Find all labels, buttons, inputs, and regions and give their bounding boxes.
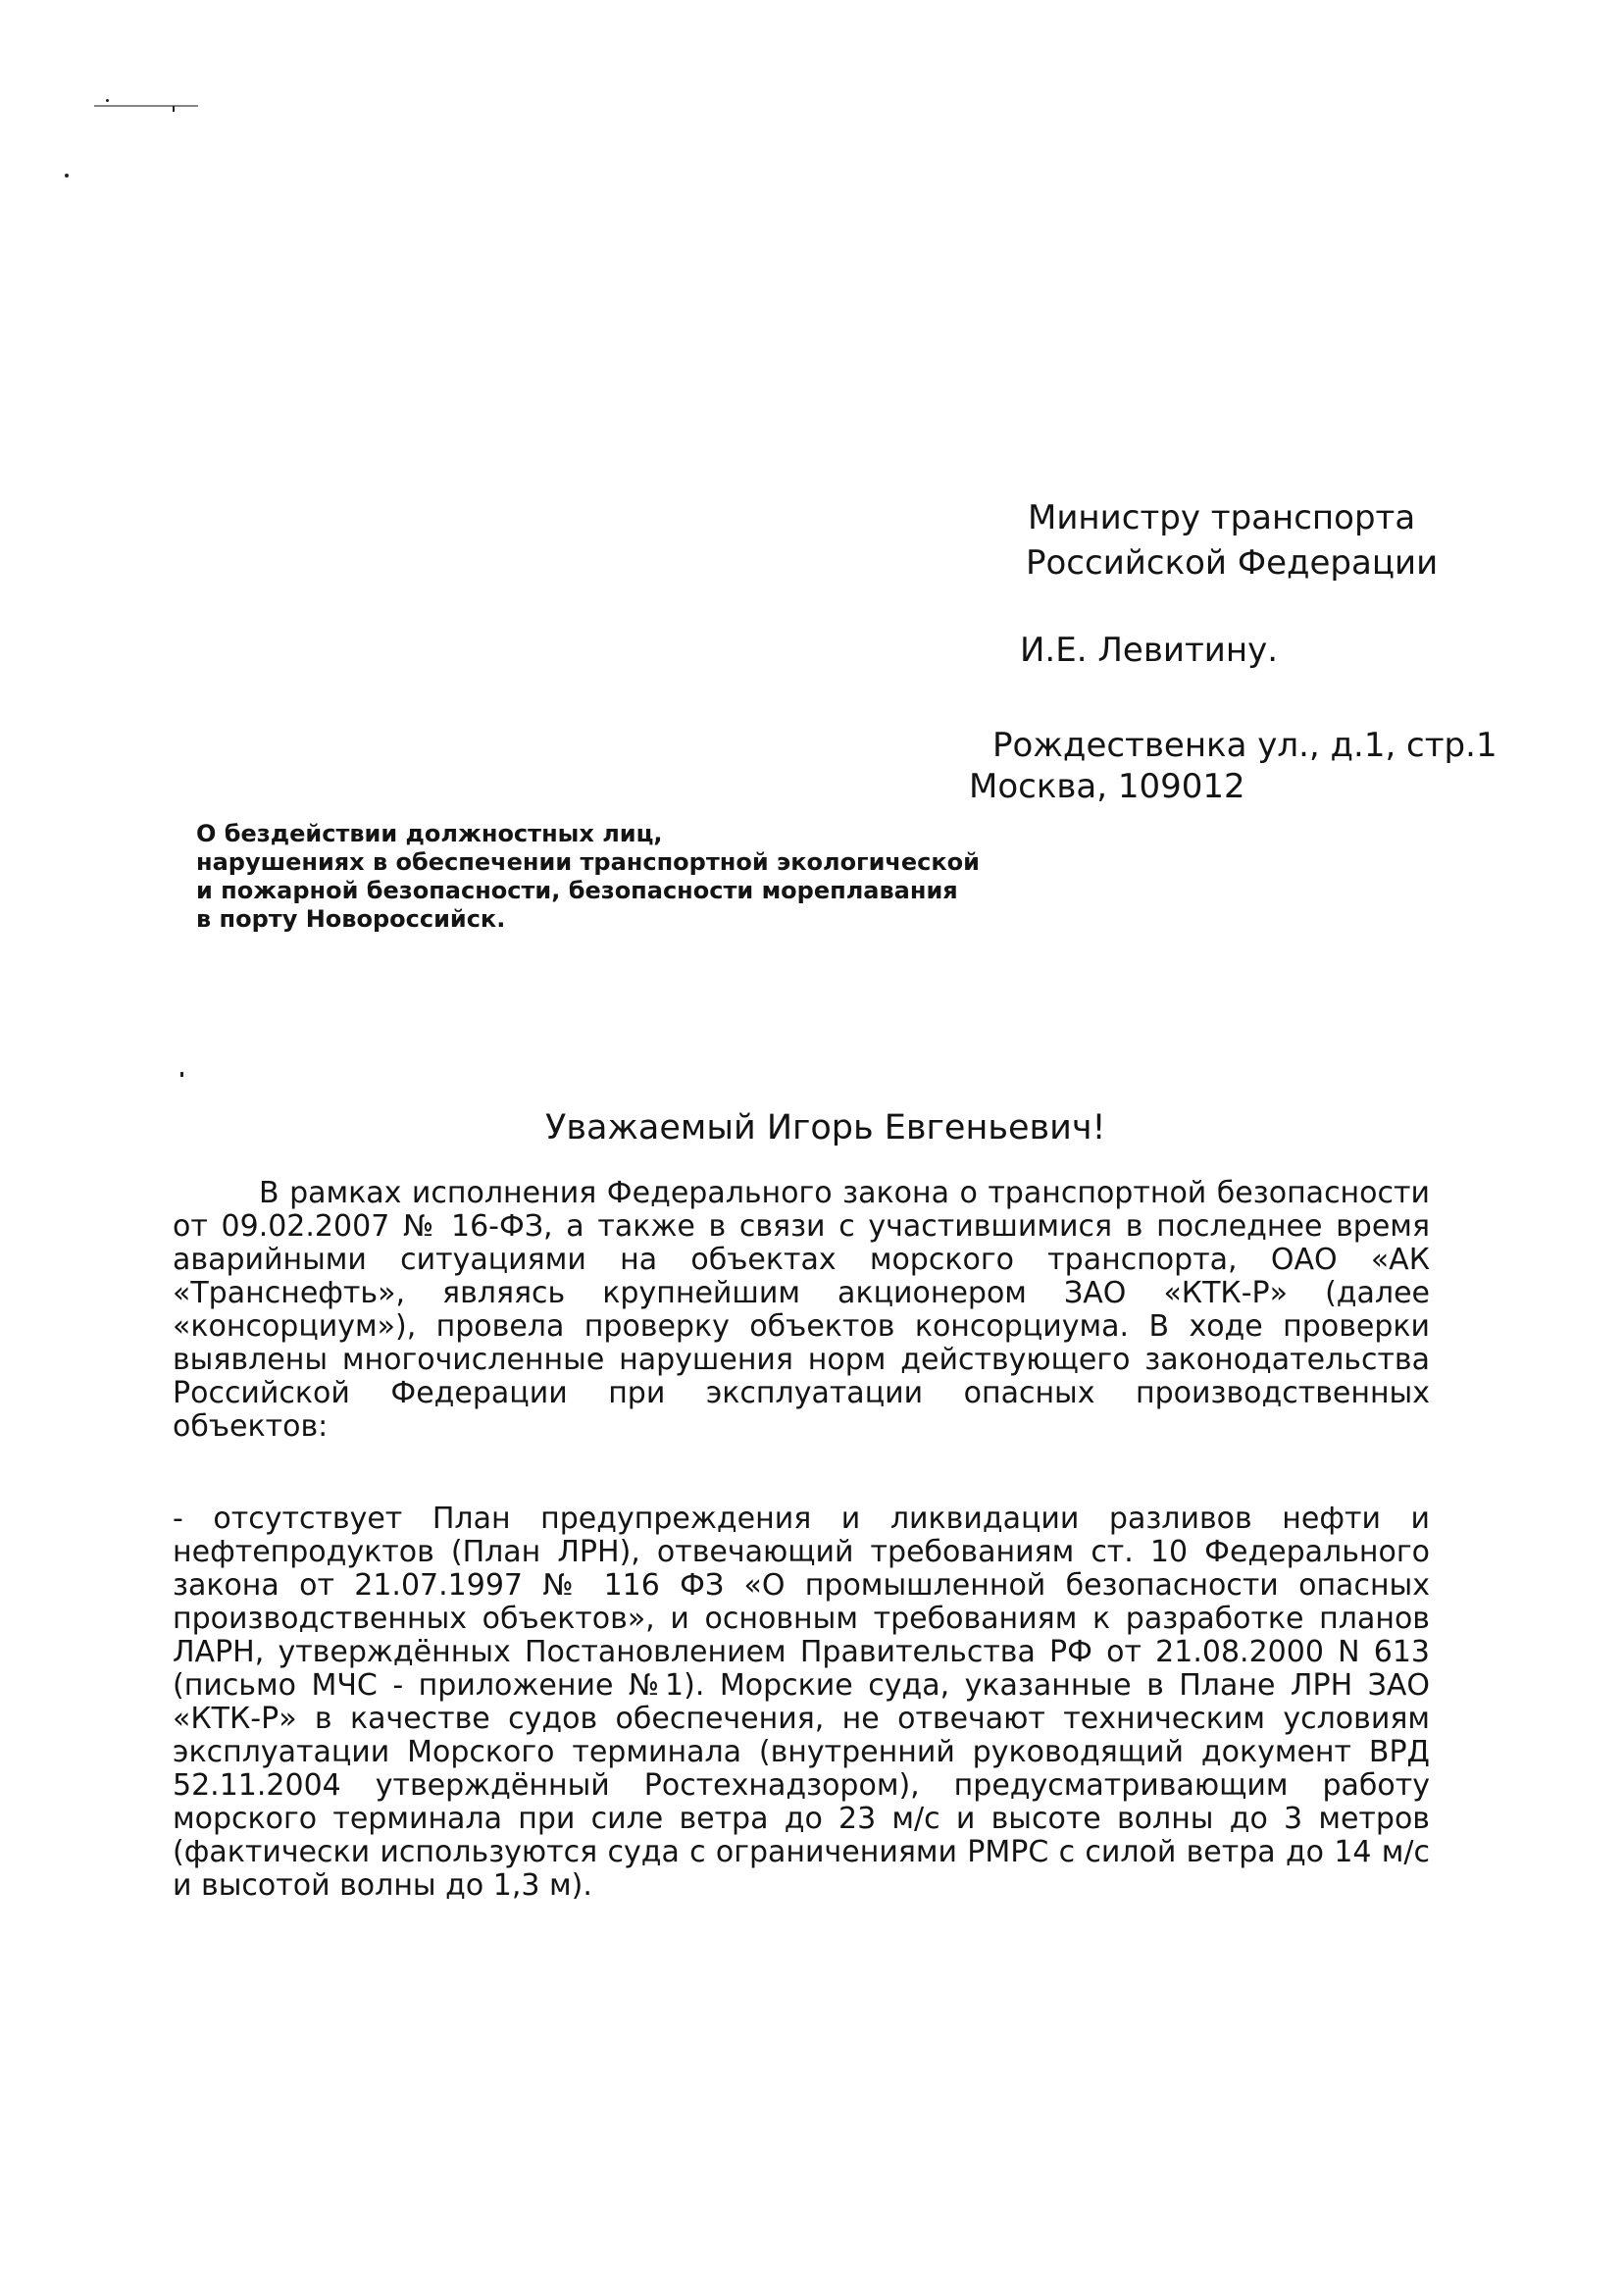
recipient-name: И.Е. Левитину. — [1020, 631, 1279, 670]
subject-line: нарушениях в обеспечении транспортной экологической — [196, 848, 980, 876]
letter-body — [173, 1177, 1430, 1903]
salutation: Уважаемый Игорь Евгеньевич! — [545, 1108, 1106, 1147]
recipient-country: Российской Федерации — [1026, 543, 1439, 583]
recipient-title: Министру транспорта — [1028, 498, 1416, 537]
scan-artifact-line — [94, 105, 198, 107]
body-paragraph: - отсутствует План предупреждения и ликвидации разливов нефти и нефтепродуктов (План ЛРН), отвечающий требованиям ст. 10 Федерального закона от 21.07.1997 № 116 ФЗ «О промышленной безопасности опасных производственных объектов», и основным требованиям к разработке планов ЛАРН, утверждённых Постановлением Правительства РФ от 21.08.2000 N 613 (письмо МЧС - приложение №1). Морские суда, указанные в Плане ЛРН ЗАО «КТК-Р» в качестве судов обеспечения, не отвечают техническим условиям эксплуатации Морского терминала (внутренний руководящий документ ВРД 52.11.2004 утверждённый Ростехнадзором), предусматривающим работу морского терминала при силе ветра до 23 м/с и высоте волны до 3 метров (фактически используются суда с ограничениями РМРС с силой ветра до 14 м/с и высотой волны до 1,3 м). — [173, 1502, 1430, 1903]
recipient-street: Рождественка ул., д.1, стр.1 — [992, 726, 1497, 765]
subject-line: в порту Новороссийск. — [196, 905, 506, 933]
subject-block — [196, 820, 1000, 934]
body-paragraph: В рамках исполнения Федерального закона о транспортной безопасности от 09.02.2007 № 16-ФЗ, а также в связи с участившимися в последнее время аварийными ситуациями на объектах морского транспорта, ОАО «АК «Транснефть», являясь крупнейшим акционером ЗАО «КТК-Р» (далее «консорциум»), провела проверку объектов консорциума. В ходе проверки выявлены многочисленные нарушения норм действующего законодательства Российской Федерации при эксплуатации опасных производственных объектов: — [173, 1176, 1430, 1444]
subject-line: и пожарной безопасности, безопасности мореплавания — [196, 877, 958, 904]
scan-artifact-tick — [173, 106, 175, 112]
scan-artifact-dot — [106, 99, 109, 102]
subject-line: О бездействии должностных лиц, — [196, 820, 663, 847]
scan-artifact-dot — [180, 1072, 183, 1077]
scan-artifact-dot — [65, 174, 69, 178]
recipient-city: Москва, 109012 — [969, 767, 1245, 806]
